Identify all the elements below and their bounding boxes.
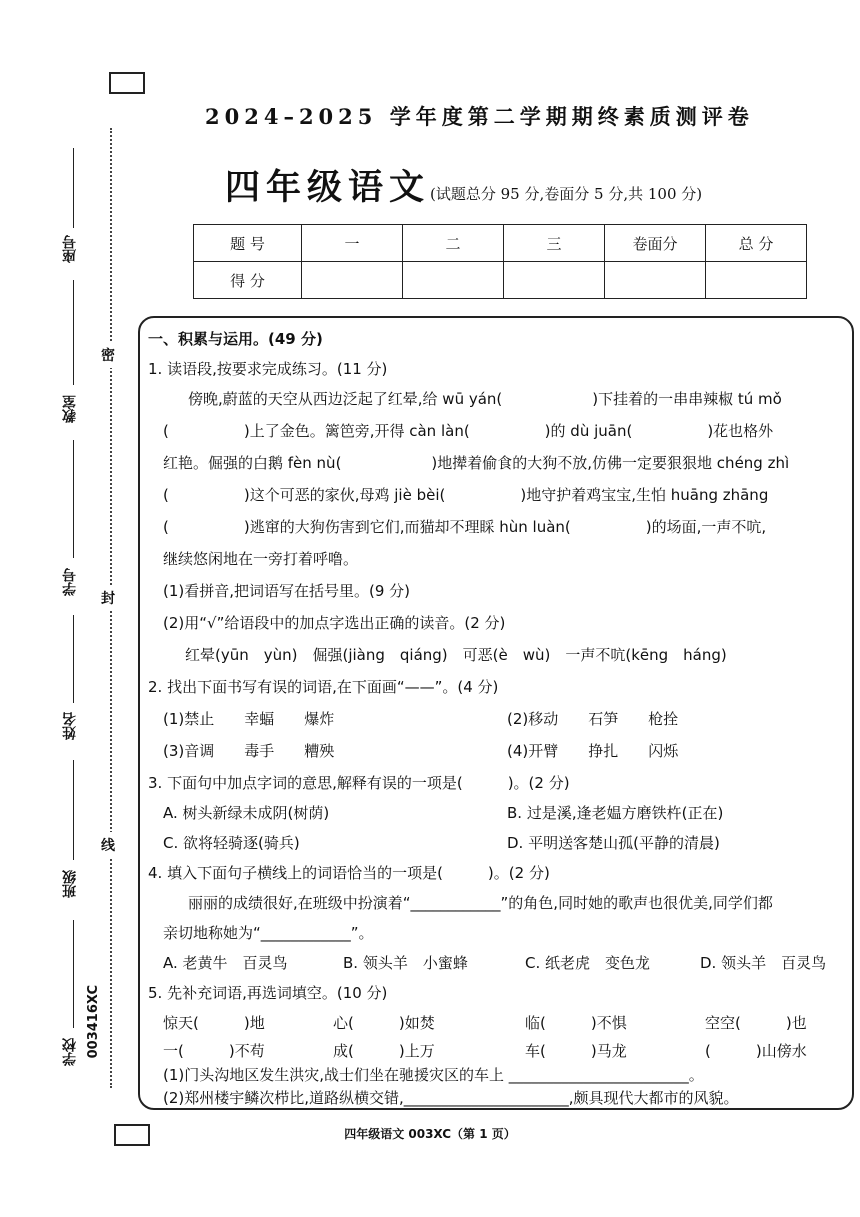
paper-code: 003416XC: [86, 985, 101, 1059]
page-footer: 四年级语文 003XC（第 1 页）: [344, 1127, 516, 1141]
section-heading: 一、积累与运用。(49 分): [148, 330, 323, 348]
q1-passage-line: 继续悠闲地在一旁打着呼噜。: [163, 550, 359, 568]
score-cell-neatness[interactable]: [605, 262, 706, 299]
q1-passage-line: 傍晚,蔚蓝的天空从西边泛起了红晕,给 wū yán( )下挂着的一串串辣椒 tú mǒ: [188, 390, 782, 408]
seal-char-mi: 密: [101, 342, 115, 368]
score-row-label: 得 分: [194, 262, 302, 299]
label-seat-no: 座号: [62, 235, 78, 263]
student-no-line: [73, 440, 74, 558]
subject-title: [225, 160, 702, 210]
subject-name: 四年级语文: [225, 168, 431, 208]
classroom-line: [73, 280, 74, 385]
q5-idiom: ( )山傍水: [705, 1042, 807, 1060]
q3-title: 3. 下面句中加点字词的意思,解释有误的一项是( )。(2 分): [148, 774, 570, 792]
q4-sentence-line: 丽丽的成绩很好,在班级中扮演着“____________”的角色,同时她的歌声也很优美,同学们都: [188, 894, 773, 912]
score-header-cell: 总 分: [706, 225, 807, 262]
q4-sentence-line: 亲切地称她为“____________”。: [163, 924, 374, 942]
q2-item: (2)移动 石笋 枪拴: [507, 710, 679, 728]
q2-title: 2. 找出下面书写有误的词语,在下面画“——”。(4 分): [148, 678, 499, 696]
q4-title: 4. 填入下面句子横线上的词语恰当的一项是( )。(2 分): [148, 864, 550, 882]
seal-char-feng: 封: [101, 585, 115, 611]
q5-idiom: 一( )不苟: [163, 1042, 265, 1060]
q5-sentence-2: (2)郑州楼宇鳞次栉比,道路纵横交错,______________________,颇具现代大都市的风貌。: [163, 1089, 739, 1107]
score-table: [193, 224, 807, 299]
seal-char-xian: 线: [101, 832, 115, 858]
score-cell-total[interactable]: [706, 262, 807, 299]
score-header-cell: 二: [403, 225, 504, 262]
q1-passage-line: ( )逃窜的大狗伤害到它们,而猫却不理睬 hùn luàn( )的场面,一声不吭,: [163, 518, 767, 536]
score-header-cell: 题 号: [194, 225, 302, 262]
class-line: [73, 760, 74, 860]
score-cell-3[interactable]: [504, 262, 605, 299]
q2-item: (4)开臂 挣扎 闪烁: [507, 742, 679, 760]
q5-idiom: 空空( )也: [705, 1014, 807, 1032]
q3-option: A. 树头新绿未成阴(树荫): [163, 804, 330, 822]
q5-idiom: 车( )马龙: [525, 1042, 627, 1060]
q1-choices: 红晕(yūn yùn) 倔强(jiàng qiáng) 可恶(è wù) 一声不吭(kēng háng): [185, 646, 727, 664]
q4-option: B. 领头羊 小蜜蜂: [343, 954, 468, 972]
q5-sentence-2-wrap: [163, 1087, 739, 1108]
label-name: 姓名: [62, 712, 78, 740]
school-line: [73, 920, 74, 1028]
score-header-cell: 卷面分: [605, 225, 706, 262]
q3-option: B. 过是溪,逢老媪方磨铁杵(正在): [507, 804, 724, 822]
label-classroom: 教室: [62, 395, 78, 423]
q4-option: C. 纸老虎 变色龙: [525, 954, 651, 972]
q4-option: A. 老黄牛 百灵鸟: [163, 954, 288, 972]
label-class: 班级: [62, 870, 78, 898]
label-school: 学校: [62, 1038, 78, 1066]
q5-sentence-1: (1)门头沟地区发生洪灾,战士们坐在驰援灾区的车上 ________________________。: [163, 1066, 704, 1084]
score-note: (试题总分 95 分,卷面分 5 分,共 100 分): [430, 185, 703, 203]
score-cell-2[interactable]: [403, 262, 504, 299]
q1-passage-line: ( )上了金色。篱笆旁,开得 càn làn( )的 dù juān( )花也格外: [163, 422, 774, 440]
q4-option: D. 领头羊 百灵鸟: [700, 954, 827, 972]
q1-sub2: (2)用“√”给语段中的加点字选出正确的读音。(2 分): [163, 614, 506, 632]
score-header-cell: 三: [504, 225, 605, 262]
q2-item: (1)禁止 幸蝠 爆炸: [163, 710, 335, 728]
score-header-cell: 一: [302, 225, 403, 262]
q5-idiom: 临( )不惧: [525, 1014, 627, 1032]
q3-option: D. 平明送客楚山孤(平静的清晨): [507, 834, 720, 852]
q5-idiom: 心( )如焚: [333, 1014, 435, 1032]
label-student-no: 学号: [62, 568, 78, 596]
score-cell-1[interactable]: [302, 262, 403, 299]
q1-sub1: (1)看拼音,把词语写在括号里。(9 分): [163, 582, 411, 600]
q5-idiom: 惊天( )地: [163, 1014, 265, 1032]
q3-option: C. 欲将轻骑逐(骑兵): [163, 834, 300, 852]
q5-idiom: 成( )上万: [333, 1042, 435, 1060]
q2-item: (3)音调 毒手 糟殃: [163, 742, 335, 760]
name-line: [73, 615, 74, 703]
exam-title: 2024–2025 学年度第二学期期终素质测评卷: [205, 104, 754, 129]
q5-title: 5. 先补充词语,再选词填空。(10 分): [148, 984, 388, 1002]
q1-passage-line: 红艳。倔强的白鹅 fèn nù( )地撵着偷食的大狗不放,仿佛一定要狠狠地 chéng zhì: [163, 454, 790, 472]
q1-title: 1. 读语段,按要求完成练习。(11 分): [148, 360, 388, 378]
corner-box-top: [109, 72, 145, 94]
q1-passage-line: ( )这个可恶的家伙,母鸡 jiè bèi( )地守护着鸡宝宝,生怕 huāng zhāng: [163, 486, 769, 504]
seat-no-line: [73, 148, 74, 228]
